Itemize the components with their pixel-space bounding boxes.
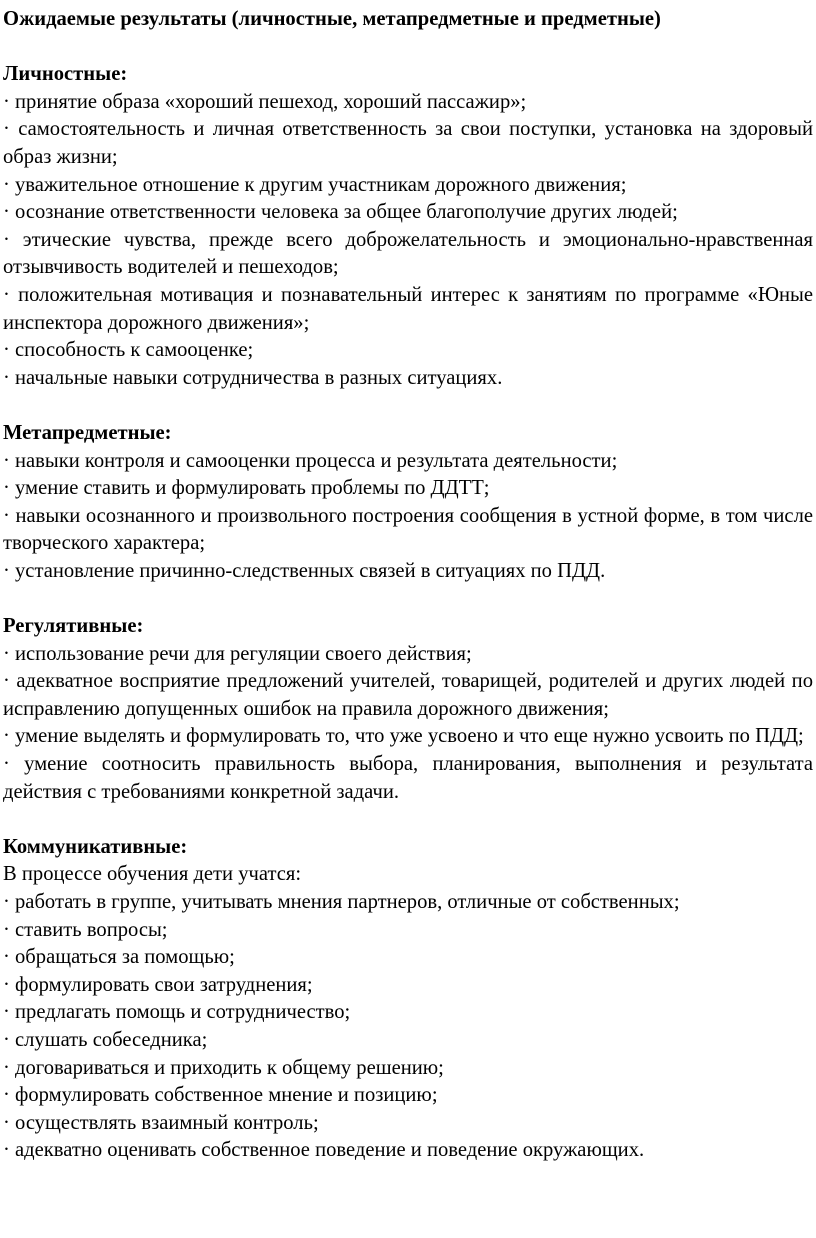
section-communicative [3,834,813,1165]
list-item: · адекватно оценивать собственное поведение и поведение окружающих. [3,1139,645,1162]
list-item: · навыки контроля и самооценки процесса и результата деятельности; [3,449,618,472]
list-item: · умение выделять и формулировать то, что уже усвоено и что еще нужно усвоить по ПДД; [3,725,804,748]
list-item: · договариваться и приходить к общему решению; [3,1056,444,1079]
list-item: · способность к самооценке; [3,339,254,362]
section-heading: Коммуникативные: [3,835,188,858]
section-heading: Регулятивные: [3,615,144,638]
list-item: · умение соотносить правильность выбора, планирования, выполнения и результата действия с требованиями конкретной задачи. [3,753,813,803]
list-item: · ставить вопросы; [3,918,168,941]
list-item: · начальные навыки сотрудничества в разных ситуациях. [3,366,503,389]
list-item: · обращаться за помощью; [3,946,235,969]
list-item: · самостоятельность и личная ответственность за свои поступки, установка на здоровый образ жизни; [3,118,813,168]
section-intro: В процессе обучения дети учатся: [3,863,302,886]
list-item: · предлагать помощь и сотрудничество; [3,1001,351,1024]
section-metasubject [3,420,813,586]
list-item: · формулировать собственное мнение и позицию; [3,1084,438,1107]
list-item: · слушать собеседника; [3,1028,208,1051]
list-item: · положительная мотивация и познавательный интерес к занятиям по программе «Юные инспектора дорожного движения»; [3,283,813,334]
section-personal [3,61,813,392]
list-item: · адекватное восприятие предложений учителей, товарищей, родителей и других людей по исправлению допущенных ошибок на правила дорожного движения; [3,670,813,720]
section-heading: Метапредметные: [3,421,172,444]
list-item: · принятие образа «хороший пешеход, хороший пассажир»; [3,90,527,113]
list-item: · умение ставить и формулировать проблемы по ДДТТ; [3,477,490,500]
section-regulatory [3,613,813,806]
list-item: · установление причинно-следственных связей в ситуациях по ПДД. [3,559,606,582]
list-item: · уважительное отношение к другим участникам дорожного движения; [3,173,627,196]
section-heading: Личностные: [3,63,128,86]
list-item: · навыки осознанного и произвольного построения сообщения в устной форме, в том числе творческого характера; [3,504,813,555]
list-item: · осуществлять взаимный контроль; [3,1111,319,1134]
list-item: · этические чувства, прежде всего доброжелательность и эмоционально-нравственная отзывчивость водителей и пешеходов; [3,228,813,279]
list-item: · работать в группе, учитывать мнения партнеров, отличные от собственных; [3,891,680,913]
document-title: Ожидаемые результаты (личностные, метапредметные и предметные) [3,8,661,30]
list-item: · формулировать свои затруднения; [3,973,313,996]
list-item: · осознание ответственности человека за общее благополучие других людей; [3,201,678,224]
list-item: · использование речи для регуляции своего действия; [3,642,472,665]
